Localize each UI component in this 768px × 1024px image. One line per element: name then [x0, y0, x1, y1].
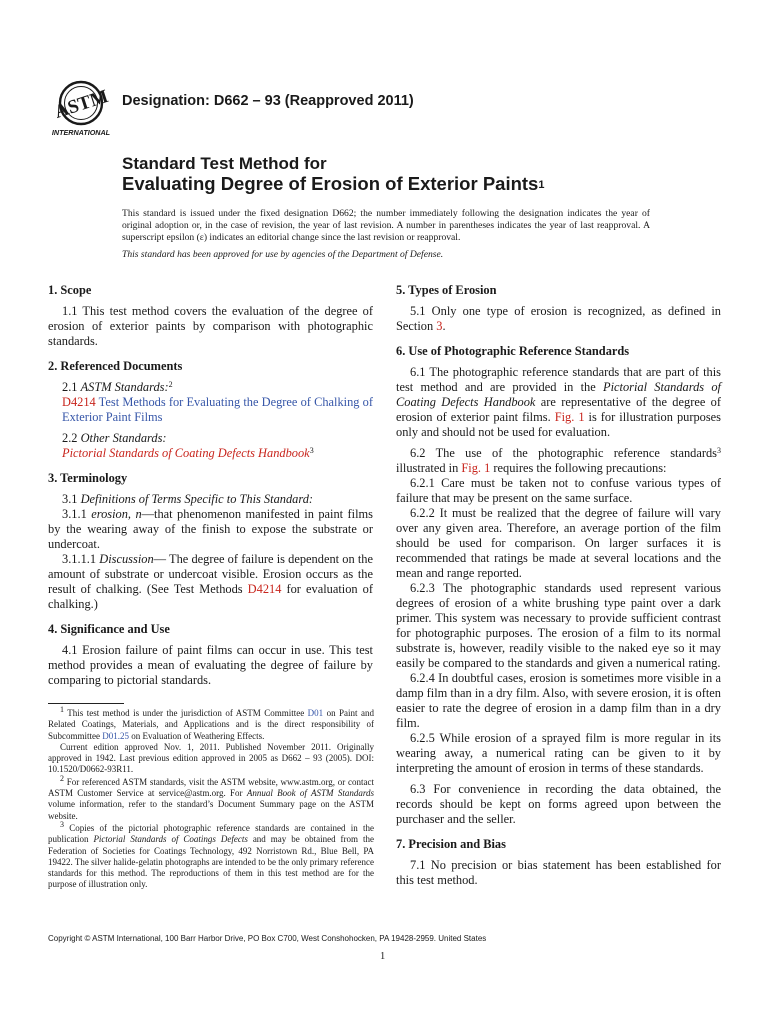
para-3-1-1-1-text: — The degree of failure is dependent on the amount of substrate or undercoat visible. Erosion occurs as the result of chalking. (See Test Methods — [48, 552, 373, 596]
footnote-1-c: on Evaluation of Weathering Effects. — [129, 730, 265, 741]
section-refdocs-heading: 2. Referenced Documents — [48, 359, 183, 373]
fig-1-link-2[interactable]: Fig. 1 — [461, 461, 491, 475]
title-line-1: Standard Test Method for — [122, 154, 327, 173]
right-column — [396, 283, 721, 888]
para-3-1-1-text: —that phenomenon manifested in paint films by the wearing away of the finish to expose the substrate or undercoat. — [48, 507, 373, 551]
fig-1-link[interactable]: Fig. 1 — [554, 410, 585, 424]
para-6-2-sup: 3 — [717, 446, 721, 455]
logo-text: INTERNATIONAL — [51, 128, 111, 137]
para-6-1-b: are representative of the degree of erosion of exterior paint films. — [396, 395, 722, 424]
footnote-3-mark: 3 — [60, 819, 64, 829]
footnote-2-b: volume information, refer to the standard’s Document Summary page on the ASTM website. — [48, 799, 374, 821]
para-5-1 — [396, 304, 721, 334]
para-6-1-a: 6.1 The photographic reference standards that are part of this test method and are provided in the — [396, 365, 721, 394]
para-3-1-1-num: 3.1.1 — [62, 507, 92, 521]
dod-approval-note: This standard has been approved for use by agencies of the Department of Defense. — [122, 249, 444, 260]
para-1-1: 1.1 This test method covers the evaluation of the degree of erosion of exterior paints by comparison with photographic standards. — [48, 304, 373, 348]
discussion-label: Discussion — [99, 552, 154, 566]
footnote-3-publication: Pictorial Standards of Coatings Defects — [93, 834, 248, 845]
para-3-1-1-1-end: for evaluation of chalking.) — [48, 582, 373, 611]
footnote-1-mark: 1 — [60, 705, 64, 714]
footnote-3 — [48, 819, 374, 891]
section-significance-heading: 4. Significance and Use — [48, 622, 170, 636]
subcommittee-d0125-link[interactable]: D01.25 — [102, 730, 129, 741]
ref-d4214-code[interactable]: D4214 — [62, 395, 96, 409]
ref-link-d4214[interactable]: D4214 — [247, 582, 282, 596]
designation-label: Designation: — [122, 93, 214, 109]
footnote-2 — [48, 773, 375, 822]
para-6-2-5: 6.2.5 While erosion of a sprayed film is more regular in its wearing away, a numerical rating can be given to it by interpreting the amount of erosion in terms of these standards. — [396, 731, 721, 775]
document-title — [122, 154, 544, 194]
para-6-2-2: 6.2.2 It must be realized that the degree of failure will vary over any given area. Therefore, an average portion of the film should be used for comparison. On larger surfaces it is recommended that ratings be made at several locations and the mean and range reported. — [396, 506, 721, 580]
para-6-2-1: 6.2.1 Care must be taken not to confuse various types of failure that may be present on the same surface. — [396, 476, 721, 505]
para-2-1-label: ASTM Standards: — [80, 380, 169, 394]
section-types-heading: 5. Types of Erosion — [396, 283, 497, 297]
para-3-1-label: Definitions of Terms Specific to This Standard: — [80, 492, 314, 506]
title-footnote-mark: 1 — [538, 179, 545, 191]
para-6-2 — [396, 446, 721, 476]
issuance-notice: This standard is issued under the fixed designation D662; the number immediately following the designation indicates the year of original adoption or, in the case of revision, the year of last revision. A number in parentheses indicates the year of last reapproval. A superscript epsilon (ε) indicates an editorial change since the last revision or reapproval. — [122, 208, 650, 243]
footnote-3-a: Copies of the pictorial photographic reference standards are contained in the publication — [48, 822, 374, 845]
para-6-1-book: Pictorial Standards of Coating Defects Handbook — [396, 380, 721, 409]
ref-pictorial — [48, 446, 373, 461]
footnotes — [48, 705, 375, 891]
para-6-1-c: is for illustration purposes only and should not be used for evaluation. — [396, 410, 721, 439]
footnote-3-b: and may be obtained from the Federation of Societies for Coatings Technology, 492 Norristown Rd., Blue Bell, PA 19422. The silver halide-gelatin photographs are intended to be the only primary reference standards for this method. The reproductions of them in this test method are for the purpose of illustration only. — [48, 834, 374, 890]
title-text: Evaluating Degree of Erosion of Exterior Paints — [122, 173, 539, 194]
footnote-1-a: This test method is under the jurisdiction of ASTM Committee — [64, 708, 308, 718]
section-photo-standards-heading: 6. Use of Photographic Reference Standards — [396, 344, 630, 358]
term-erosion: erosion, n — [91, 507, 142, 521]
para-6-2-c: requires the following precautions: — [490, 461, 667, 475]
para-3-1-1-1 — [48, 552, 373, 612]
left-column — [48, 283, 373, 688]
para-2-2 — [48, 431, 373, 446]
title-line-2 — [122, 174, 544, 194]
section-precision-heading: 7. Precision and Bias — [396, 837, 506, 851]
para-2-1 — [48, 380, 373, 395]
para-3-1-1-1-num: 3.1.1.1 — [62, 552, 100, 566]
designation — [122, 93, 414, 109]
svg-text:ASTM: ASTM — [52, 85, 111, 123]
para-6-2-b: illustrated in — [396, 461, 462, 475]
para-2-1-sup: 2 — [168, 380, 173, 389]
ref-d4214-title[interactable]: Test Methods for Evaluating the Degree of Chalking of Exterior Paint Films — [62, 395, 373, 424]
para-6-3: 6.3 For convenience in recording the data obtained, the records should be kept on forms agreed upon between the purchaser and the seller. — [396, 782, 721, 826]
para-7-1: 7.1 No precision or bias statement has been established for this test method. — [396, 858, 721, 887]
para-6-2-4: 6.2.4 In doubtful cases, erosion is sometimes more visible in a damp film than in a dry film. Also, with severe erosion, it is often easier to rate the degree of erosion in a damp film than in a dry film. — [396, 671, 721, 730]
para-3-1-1 — [48, 507, 373, 552]
para-3-1 — [48, 492, 373, 507]
ref-pictorial-sup: 3 — [309, 446, 314, 455]
para-5-1-b: . — [442, 319, 446, 333]
footnote-2-a: For referenced ASTM standards, visit the ASTM website, www.astm.org, or contact ASTM Customer Service at service@astm.org. For — [48, 776, 374, 799]
footnote-2-book: Annual Book of ASTM Standards — [246, 788, 375, 799]
copyright-footer: Copyright © ASTM International, 100 Barr Harbor Drive, PO Box C700, West Conshohocken, PA 19428-2959. United States — [48, 934, 487, 943]
designation-suffix: – 93 (Reapproved 2011) — [248, 93, 414, 109]
para-2-2-label: Other Standards: — [80, 431, 167, 445]
para-3-1-num: 3.1 — [62, 492, 81, 506]
section-scope-heading: 1. Scope — [48, 283, 92, 297]
astm-logo — [46, 80, 116, 138]
footnote-1-edition: Current edition approved Nov. 1, 2011. Published November 2011. Originally approved in 1942. Last previous edition approved in 2005 as D662 – 93 (2005). DOI: 10.1520/D0662-93R11. — [48, 741, 374, 775]
para-6-2-3: 6.2.3 The photographic standards used represent various degrees of erosion of a white brushing type paint over a dark primer. This system was necessary to provide sufficient contrast for photographic purposes. The erosion of a film to its normal substrate is, however, readily visible to the naked eye so it may easily be compared to the standards and given a numerical rating. — [396, 581, 721, 670]
para-6-1 — [396, 365, 721, 440]
page-number: 1 — [380, 951, 386, 962]
ref-d4214 — [48, 395, 373, 425]
ref-pictorial-title[interactable]: Pictorial Standards of Coating Defects Handbook — [62, 446, 310, 460]
section-terminology-heading: 3. Terminology — [48, 471, 128, 485]
designation-number: D662 — [213, 93, 249, 109]
para-2-2-num: 2.2 — [62, 431, 81, 445]
footnote-1-b: on Paint and Related Coatings, Materials, and Applications and is the direct responsibility of Subcommittee — [48, 708, 374, 741]
footnote-1 — [48, 705, 374, 742]
para-2-1-num: 2.1 — [62, 380, 81, 394]
footnote-divider — [48, 703, 124, 704]
section-3-link[interactable]: 3 — [436, 319, 443, 333]
footnote-2-mark: 2 — [60, 773, 64, 783]
para-6-2-a: 6.2 The use of the photographic reference standards — [410, 446, 717, 460]
committee-d01-link[interactable]: D01 — [307, 708, 324, 718]
para-4-1: 4.1 Erosion failure of paint films can occur in use. This test method provides a mean of evaluating the degree of failure by comparing to pictorial standards. — [48, 643, 373, 687]
para-5-1-a: 5.1 Only one type of erosion is recognized, as defined in Section — [396, 304, 721, 333]
